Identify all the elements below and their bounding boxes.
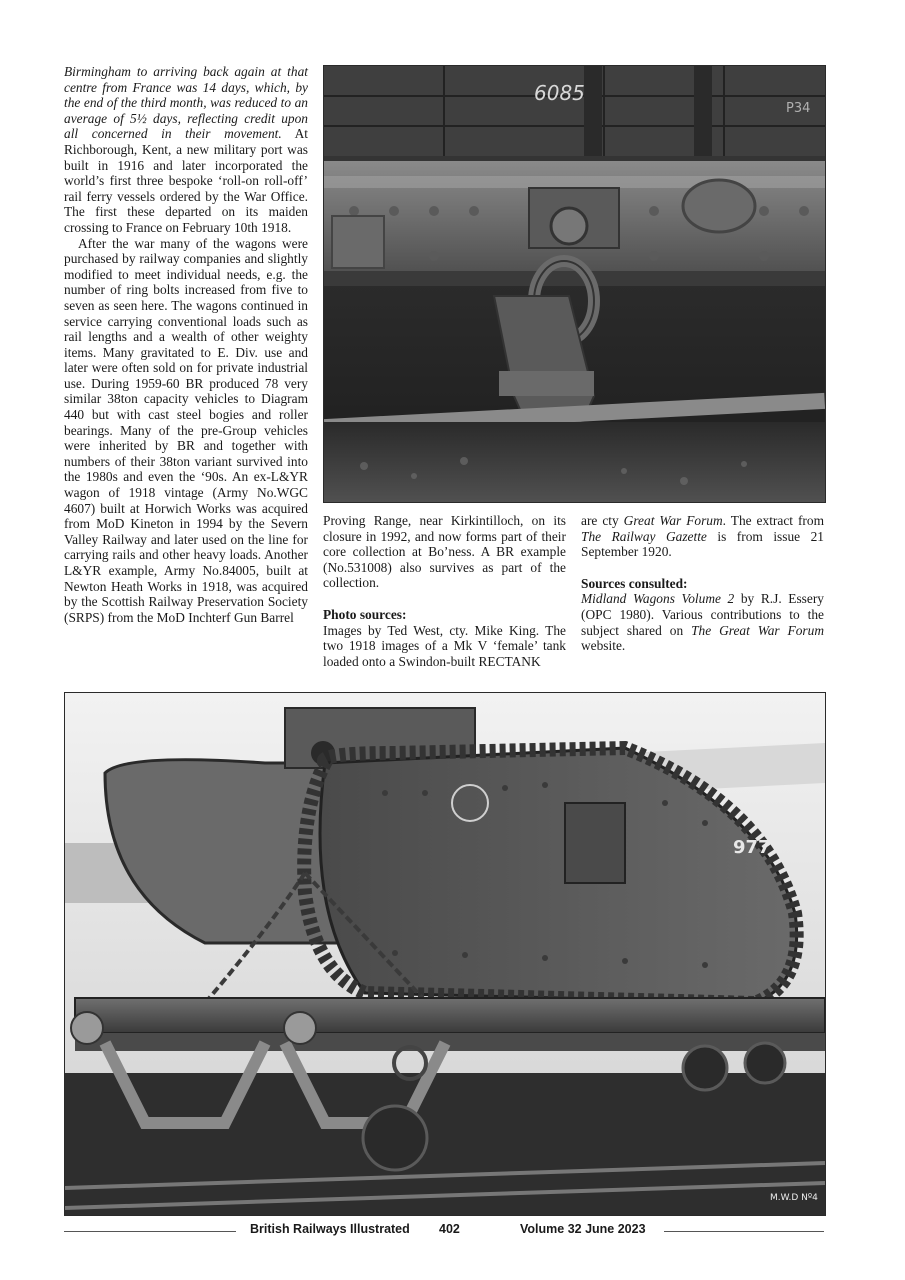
photo-sources-text: Images by Ted West, cty. Mike King. The two 1918 images of a Mk V ‘female’ tank loaded onto a Swindon-built RECTANK bbox=[323, 622, 566, 669]
publication-title: British Railways Illustrated bbox=[250, 1222, 410, 1236]
article-paragraph-4: are cty Great War Forum. The extract from The Railway Gazette is from issue 21 September 1920. bbox=[581, 513, 824, 560]
chalk-number-label: 6085 bbox=[534, 81, 585, 105]
page-number: 402 bbox=[439, 1222, 460, 1236]
corner-mark-label: M.W.D Nº4 bbox=[770, 1193, 818, 1203]
wagon-solebar-illustration bbox=[324, 66, 825, 502]
lead-italic-text: Birmingham to arriving back again at that centre from France was 14 days, which, by the end of the third month, was reduced to an average of 5½ days, reflecting credit upon all concerned in their movement. bbox=[64, 64, 308, 142]
tank-on-wagon-illustration bbox=[65, 693, 825, 1215]
article-paragraph-1 bbox=[64, 64, 308, 236]
tank-on-wagon-photo bbox=[64, 692, 826, 1216]
wagon-solebar-photo bbox=[323, 65, 826, 503]
article-column-1 bbox=[64, 64, 308, 625]
photo-sources-heading: Photo sources: bbox=[323, 606, 407, 622]
lead-rest-text: At Richborough, Kent, a new military port was built in 1916 and later incorporated the world’s first three bespoke ‘roll-on roll-off’ rail ferry vessels ordered by the War Office. The first these departed on its maiden crossing to France on February 10th 1918. bbox=[64, 126, 308, 235]
volume-info: Volume 32 June 2023 bbox=[520, 1222, 646, 1236]
sources-consulted-heading: Sources consulted: bbox=[581, 575, 688, 591]
footer-rule-left bbox=[64, 1231, 236, 1232]
article-column-3 bbox=[581, 513, 824, 654]
page-footer bbox=[64, 1222, 824, 1242]
footer-rule-right bbox=[664, 1231, 824, 1232]
tank-number-label: 9771 bbox=[733, 837, 784, 858]
wagon-side-letters: P34 bbox=[786, 101, 811, 116]
article-paragraph-2: After the war many of the wagons were purchased by railway companies and slightly modified to meet individual needs, e.g. the number of ring bolts increased from five to seven as seen here. The wagons continued in service carrying conventional loads such as rail lengths and a wealth of other weighty items. Many gravitated to E. Div. use and later were often sold on for private industrial use. During 1959-60 BR produced 78 very similar 38ton capacity vehicles to Diagram 440 but with cast steel bogies and roller bearings. Many of the pre-Group vehicles were inherited by BR and together with numbers of their 38ton variant survived into the 1980s and even the ‘90s. An ex-L&YR wagon of 1918 vintage (Army No.WGC 4607) built at Horwich Works was acquired from MoD Kineton in 1994 by the Severn Valley Railway and later used on the line for carrying rails and other heavy loads. Another L&YR example, Army No.84005, built at Newton Heath Works in 1918, was acquired by the Scottish Railway Preservation Society (SRPS) from the MoD Inchterf Gun Barrel bbox=[64, 235, 308, 625]
article-column-2 bbox=[323, 513, 566, 669]
sources-consulted-text: Midland Wagons Volume 2 by R.J. Essery (OPC 1980). Various contributions to the subject shared on The Great War Forum website. bbox=[581, 591, 824, 654]
article-paragraph-3: Proving Range, near Kirkintilloch, on its closure in 1992, and now forms part of their core collection at Bo’ness. A BR example (No.531008) also survives as part of the collection. bbox=[323, 513, 566, 591]
